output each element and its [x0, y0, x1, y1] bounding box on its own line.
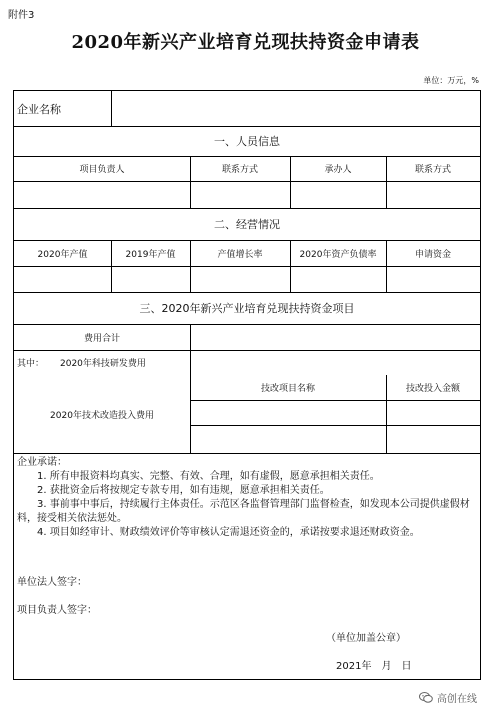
section-operations-title: 二、经营情况 [214, 218, 280, 231]
contact-1-field[interactable] [190, 181, 290, 208]
row-divider [14, 453, 480, 454]
pledge-item: 4. 项目如经审计、财政绩效评价等审核认定需退还资金的，承诺按要求退还财政资金。 [37, 527, 420, 538]
watermark [419, 690, 477, 705]
pledge-item: 1. 所有申报资料均真实、完整、有效、合理，如有虚假，愿意承担相关责任。 [37, 471, 380, 482]
header-handler: 承办人 [324, 165, 352, 175]
header-output-2020: 2020年产值 [37, 249, 88, 260]
tech-project-field-2[interactable] [190, 425, 386, 453]
fee-total-field[interactable] [190, 324, 480, 350]
wechat-icon [419, 692, 433, 703]
output-2020-field[interactable] [14, 266, 111, 292]
header-debt-ratio: 2020年资产负债率 [299, 249, 377, 260]
contact-2-field[interactable] [386, 181, 480, 208]
debt-ratio-field[interactable] [290, 266, 386, 292]
header-contact-2: 联系方式 [414, 165, 451, 175]
application-form [13, 90, 481, 680]
date-field: 2021年 月 日 [336, 661, 412, 672]
legal-signature-label: 单位法人签字： [17, 577, 87, 588]
handler-field[interactable] [290, 181, 386, 208]
company-name-label: 企业名称 [17, 102, 61, 116]
manager-signature-label: 项目负责人签字： [17, 605, 97, 616]
pledge-item: 2. 获批资金后将按规定专款专用，如有违规，愿意承担相关责任。 [37, 485, 330, 496]
tech-amount-field-2[interactable] [386, 425, 480, 453]
rd-cost-field[interactable] [190, 350, 480, 375]
output-2019-field[interactable] [111, 266, 190, 292]
project-lead-field[interactable] [14, 181, 190, 208]
section-personnel-title: 一、人员信息 [214, 135, 280, 148]
company-name-field[interactable] [112, 91, 480, 126]
header-requested-funds: 申请资金 [414, 249, 451, 260]
seal-note: （单位加盖公章） [326, 633, 406, 644]
pledge-title: 企业承诺： [17, 457, 67, 468]
header-contact-1: 联系方式 [221, 165, 258, 175]
tech-cost-label: 2020年技术改造投入费用 [50, 410, 154, 421]
header-project-lead: 项目负责人 [79, 165, 125, 175]
header-growth-rate: 产值增长率 [217, 249, 263, 260]
page-title: 2020年新兴产业培育兑现扶持资金申请表 [71, 32, 420, 53]
tech-project-field-1[interactable] [190, 400, 386, 425]
header-output-2019: 2019年产值 [125, 249, 176, 260]
header-tech-amount: 技改投入金额 [405, 384, 460, 394]
section-projects-title: 三、2020年新兴产业培育兑现扶持资金项目 [139, 302, 355, 315]
rd-prefix: 其中： [17, 359, 45, 369]
requested-funds-field[interactable] [386, 266, 480, 292]
pledge-item: 3. 事前事中事后，持续履行主体责任。示范区各监督管理部门监督检查，如发现本公司提供虚假材料，接受相关依法惩处。 [17, 499, 470, 524]
rd-cost-label: 2020年科技研发费用 [60, 359, 146, 369]
fee-total-label: 费用合计 [83, 333, 120, 344]
growth-rate-field[interactable] [190, 266, 290, 292]
pledge-block [17, 456, 477, 540]
attachment-label: 附件3 [8, 10, 35, 21]
tech-amount-field-1[interactable] [386, 400, 480, 425]
header-tech-project: 技改项目名称 [260, 384, 315, 394]
unit-note: 单位：万元，% [423, 76, 479, 85]
watermark-text: 高创在线 [437, 694, 477, 705]
